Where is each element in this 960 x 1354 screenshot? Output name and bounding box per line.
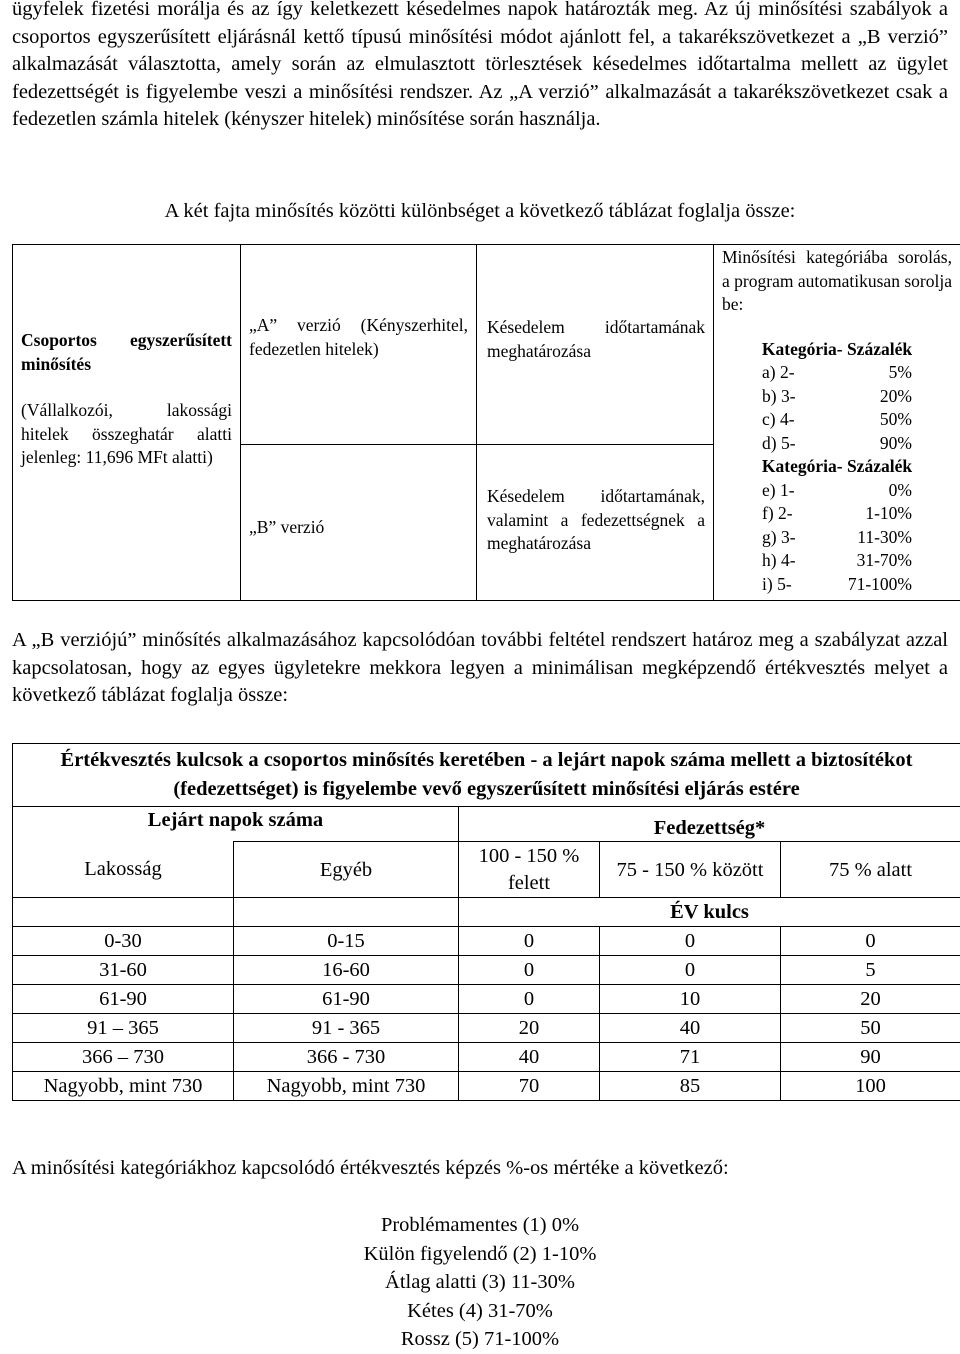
category-row: [722, 432, 952, 456]
table-row: [13, 956, 960, 985]
version-b: „B” verzió: [241, 445, 476, 540]
category-percent: 50%: [842, 408, 912, 432]
category-header-a: Kategória- Százalék: [722, 338, 952, 362]
table-cell: 0: [459, 927, 600, 956]
table-cell: 31-60: [13, 956, 234, 985]
col-below-75-header: 75 % alatt: [781, 842, 960, 898]
description-b: Késedelem időtartamának, valamint a fedezettségnek a meghatározása: [477, 445, 713, 556]
table-cell: 50: [781, 1014, 960, 1043]
group-rating-cell: [13, 245, 241, 601]
description-a: Késedelem időtartamának meghatározása: [477, 245, 713, 445]
table-cell: Nagyobb, mint 730: [13, 1072, 234, 1101]
group-rating-title: Csoportos egyszerűsített minősítés: [21, 329, 232, 376]
table-row: [13, 985, 960, 1014]
category-percent: 1-10%: [842, 502, 912, 526]
paragraph-intro: ügyfelek fizetési morálja és az így keletkezett késedelmes napok határozták meg. Az új minősítési szabályok a csoportos egyszerűsített eljárásnál kettő típusú minősítési módot ajánlott fel, a takarékszövetkezet a „B verzió” alkalmazását választotta, amely során az elmulasztott törlesztések késedelmes időtartalma mellett az ügylet fedezettségét is figyelembe veszi a minősítési rendszer. Az „A verzió” alkalmazását a takarékszövetkezet csak a fedezetlen számla hitelek (kényszer hitelek) minősítése során használja.: [12, 0, 948, 134]
category-percent: 11-30%: [842, 526, 912, 550]
category-percent: 31-70%: [842, 549, 912, 573]
category-list-a: [722, 361, 952, 455]
table-cell: 0-15: [234, 927, 459, 956]
ev-key-header: ÉV kulcs: [459, 898, 960, 927]
table-cell: 366 – 730: [13, 1043, 234, 1072]
table-cell: 0: [459, 956, 600, 985]
col-other-header: Egyéb: [234, 842, 459, 898]
category-code: b) 3-: [762, 385, 842, 409]
version-a: „A” verzió (Kényszerhitel, fedezetlen hitelek): [241, 245, 476, 445]
category-line: Rossz (5) 71-100%: [12, 1325, 948, 1354]
impairment-rows: [13, 927, 960, 1101]
empty-cell: [13, 898, 234, 927]
category-percent: 20%: [842, 385, 912, 409]
table-cell: 61-90: [13, 985, 234, 1014]
category-line: Külön figyelendő (2) 1-10%: [12, 1240, 948, 1269]
col-retail-header: Lakosság: [13, 842, 234, 898]
category-percent: 0%: [842, 479, 912, 503]
table-cell: 16-60: [234, 956, 459, 985]
table-cell: Nagyobb, mint 730: [234, 1072, 459, 1101]
category-list-b: [722, 479, 952, 597]
category-row: [722, 502, 952, 526]
table-cell: 100: [781, 1072, 960, 1101]
category-row: [722, 408, 952, 432]
table-cell: 40: [600, 1014, 781, 1043]
category-percentages: [12, 1211, 948, 1354]
table-cell: 90: [781, 1043, 960, 1072]
table-cell: 0-30: [13, 927, 234, 956]
impairment-table: [12, 743, 960, 1101]
description-cell: [477, 245, 714, 601]
table-cell: 5: [781, 956, 960, 985]
table1-intro: A két fajta minősítés közötti különbséget a következő táblázat foglalja össze:: [12, 197, 948, 225]
table-row: [13, 927, 960, 956]
version-cell: [241, 245, 477, 601]
category-header-b: Kategória- Százalék: [722, 455, 952, 479]
category-code: e) 1-: [762, 479, 842, 503]
category-percent: 71-100%: [842, 573, 912, 597]
categories-header: Minősítési kategóriába sorolás, a program automatikusan sorolja be:: [722, 245, 952, 317]
category-code: i) 5-: [762, 573, 842, 597]
table-row: [13, 1014, 960, 1043]
category-code: g) 3-: [762, 526, 842, 550]
table-cell: 0: [781, 927, 960, 956]
category-row: [722, 573, 952, 597]
table-cell: 366 - 730: [234, 1043, 459, 1072]
category-percent: 5%: [842, 361, 912, 385]
table-cell: 71: [600, 1043, 781, 1072]
table-row: [13, 1072, 960, 1101]
table-cell: 61-90: [234, 985, 459, 1014]
table-cell: 85: [600, 1072, 781, 1101]
category-line: Átlag alatti (3) 11-30%: [12, 1268, 948, 1297]
category-row: [722, 361, 952, 385]
category-line: Problémamentes (1) 0%: [12, 1211, 948, 1240]
category-line: Kétes (4) 31-70%: [12, 1297, 948, 1326]
categories-intro: A minősítési kategóriákhoz kapcsolódó értékvesztés képzés %-os mértéke a következő:: [12, 1154, 948, 1182]
table-cell: 91 - 365: [234, 1014, 459, 1043]
table-cell: 0: [459, 985, 600, 1014]
overdue-days-header: Lejárt napok száma: [13, 807, 459, 842]
table-cell: 40: [459, 1043, 600, 1072]
version-comparison-table: [12, 244, 960, 601]
col-above-100-header: 100 - 150 % felett: [459, 842, 600, 898]
category-row: [722, 526, 952, 550]
table-cell: 0: [600, 927, 781, 956]
category-row: [722, 549, 952, 573]
category-code: c) 4-: [762, 408, 842, 432]
table-cell: 10: [600, 985, 781, 1014]
category-code: a) 2-: [762, 361, 842, 385]
categories-cell: [714, 245, 960, 601]
coverage-header: Fedezettség*: [459, 807, 960, 842]
category-row: [722, 479, 952, 503]
paragraph-b-version: A „B verziójú” minősítés alkalmazásához kapcsolódóan további feltétel rendszert határoz meg a szabályzat azzal kapcsolatosan, hogy az egyes ügyletekre mekkora legyen a minimálisan megképzendő értékvesztés melyet a következő táblázat foglalja össze:: [12, 627, 948, 710]
table-cell: 91 – 365: [13, 1014, 234, 1043]
category-code: h) 4-: [762, 549, 842, 573]
category-percent: 90%: [842, 432, 912, 456]
table-cell: 20: [459, 1014, 600, 1043]
empty-cell: [234, 898, 459, 927]
category-code: f) 2-: [762, 502, 842, 526]
table-cell: 0: [600, 956, 781, 985]
col-75-150-header: 75 - 150 % között: [600, 842, 781, 898]
category-row: [722, 385, 952, 409]
group-rating-desc: (Vállalkozói, lakossági hitelek összeghatár alatti jelenleg: 11,696 MFt alatti): [21, 399, 232, 470]
table-row: [13, 1043, 960, 1072]
category-code: d) 5-: [762, 432, 842, 456]
impairment-table-title: Értékvesztés kulcsok a csoportos minősítés keretében - a lejárt napok száma mellett a biztosítékot (fedezettséget) is figyelembe vevő egyszerűsített minősítési eljárás estére: [13, 744, 960, 807]
table-cell: 70: [459, 1072, 600, 1101]
table-cell: 20: [781, 985, 960, 1014]
